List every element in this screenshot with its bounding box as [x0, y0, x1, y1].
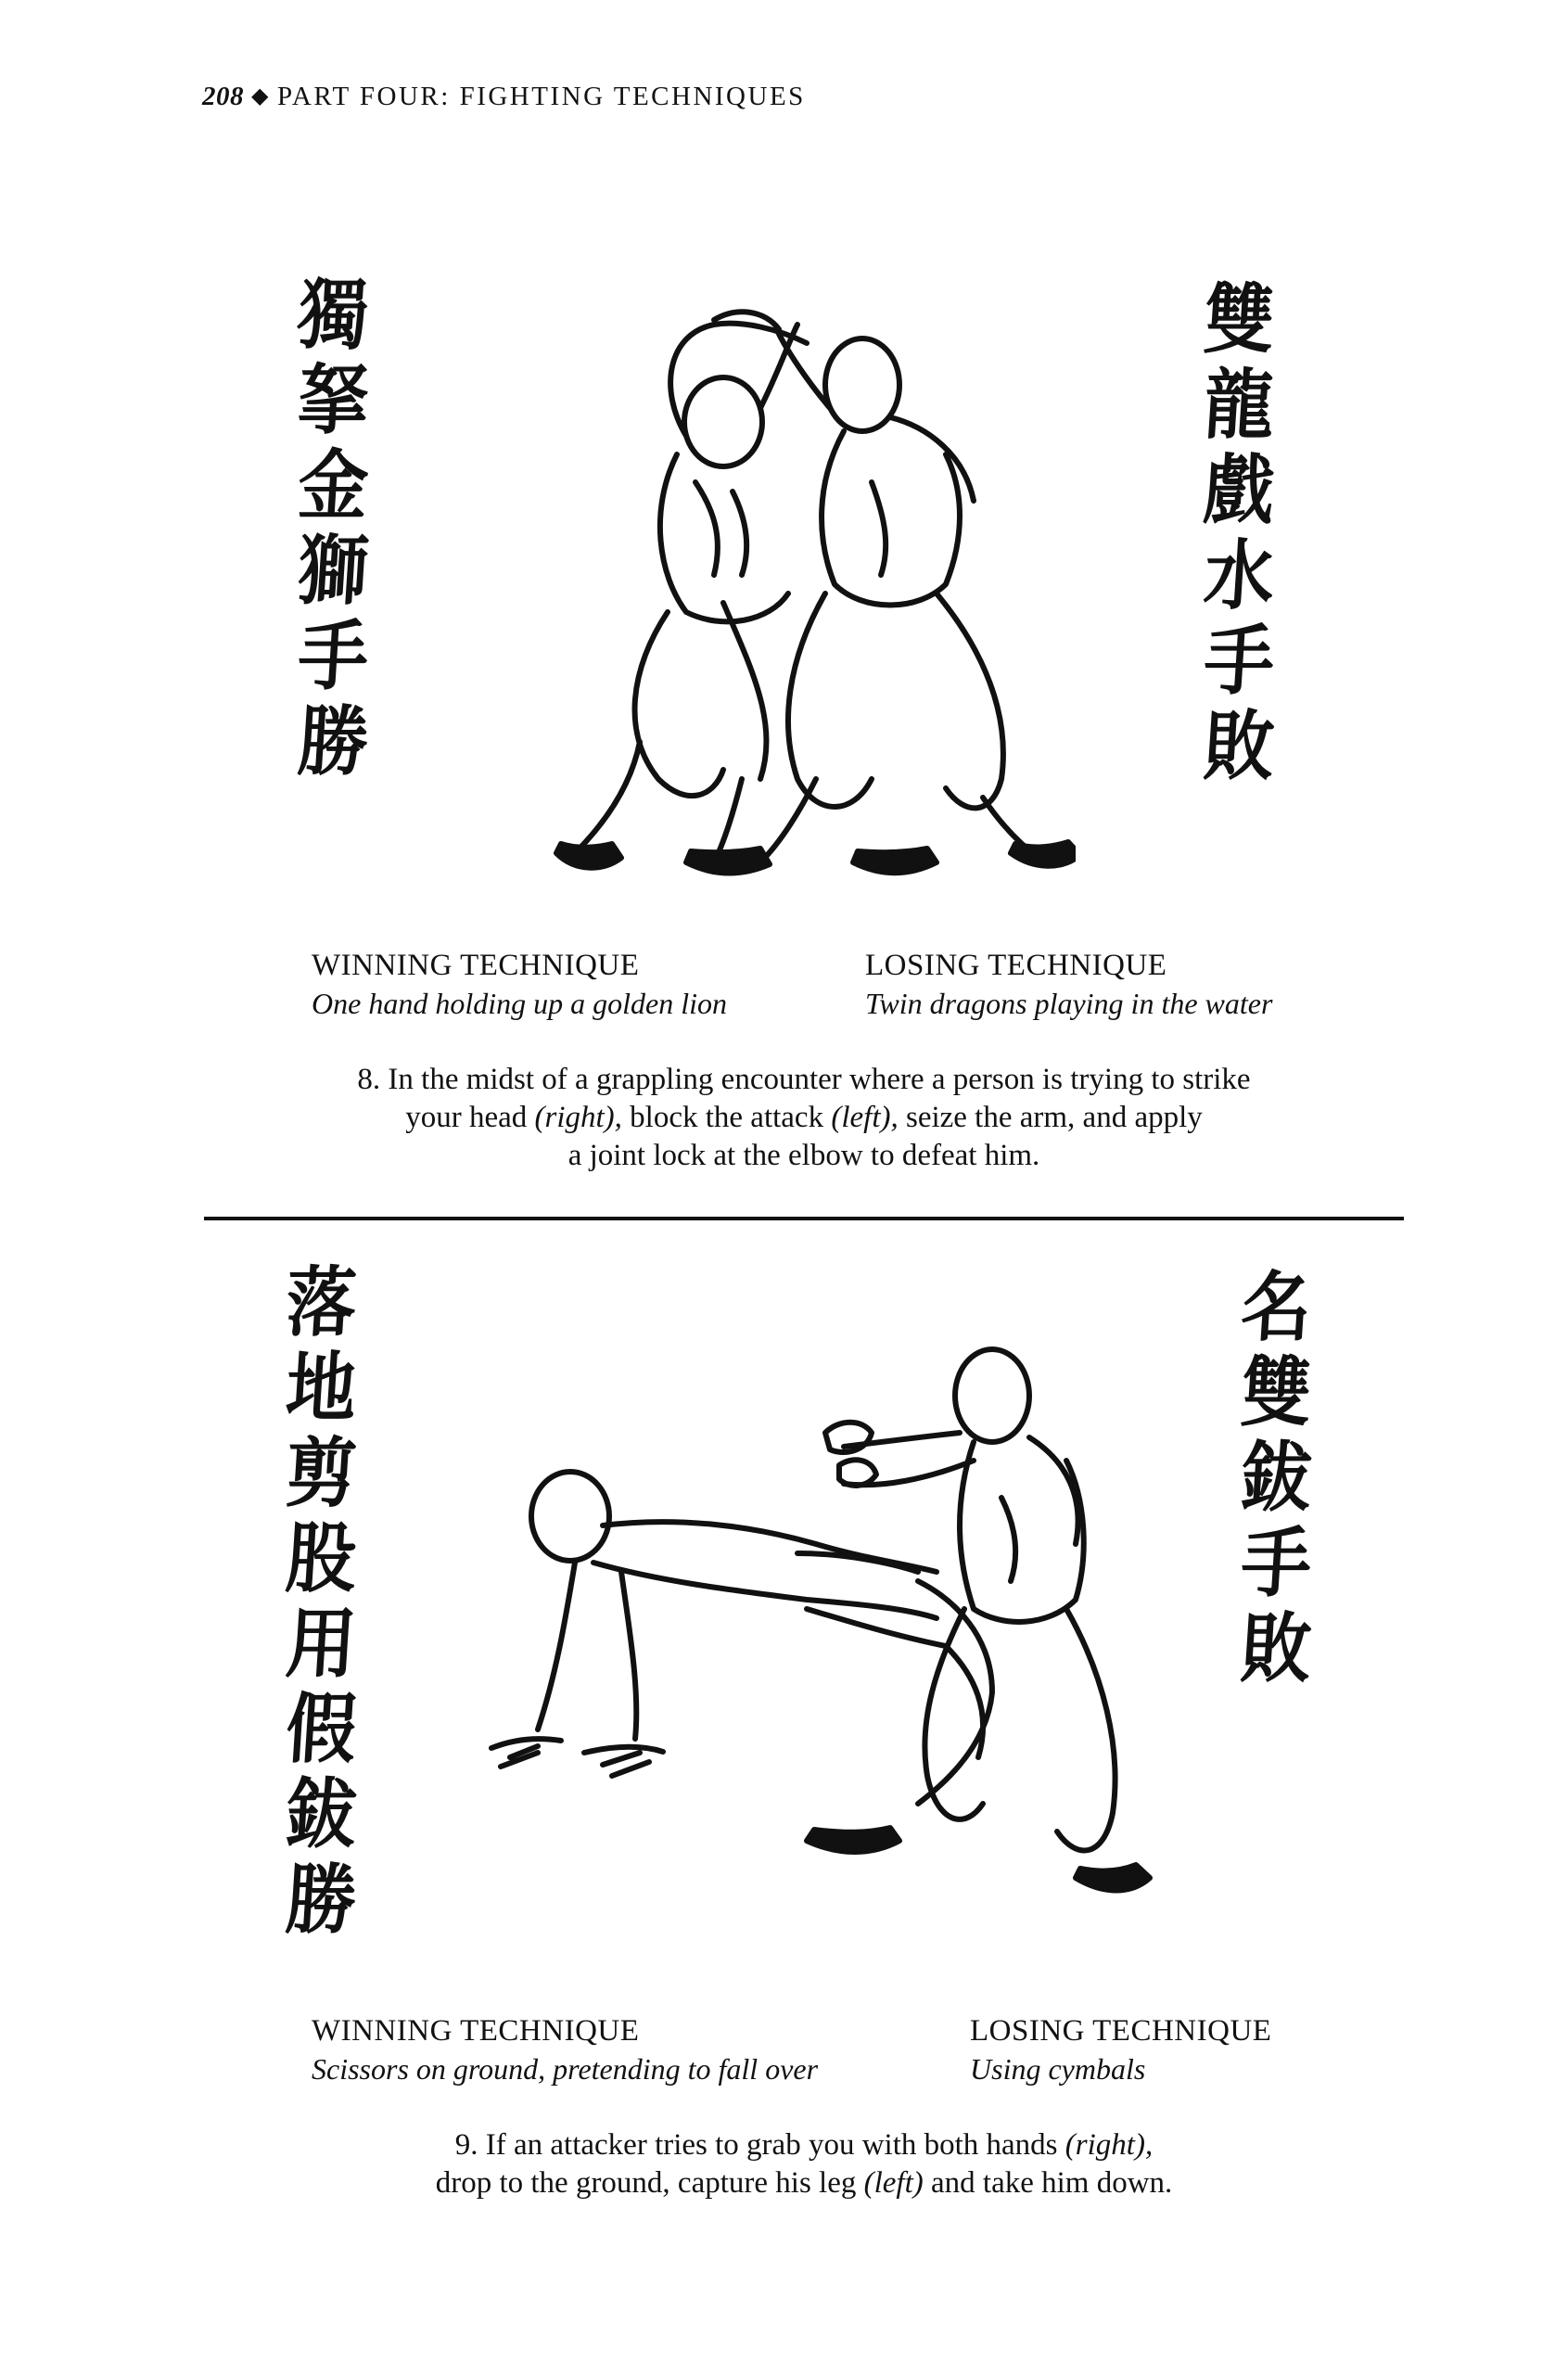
calligraphy-char: 拏	[295, 357, 372, 445]
calligraphy-char: 勝	[283, 1857, 360, 1945]
calligraphy-char: 龍	[1201, 362, 1278, 450]
losing-technique-name: Twin dragons playing in the water	[865, 987, 1273, 1020]
winning-caption-2	[312, 2014, 818, 2087]
calligraphy-winning-1	[295, 272, 372, 790]
losing-caption-2	[970, 2014, 1271, 2087]
calligraphy-char: 手	[1201, 618, 1278, 706]
description-line: 8. In the midst of a grappling encounter where a person is trying to strike	[357, 1063, 1251, 1096]
winning-caption-1	[312, 949, 727, 1021]
description-line: drop to the ground, capture his leg (left) and take him down.	[435, 2166, 1173, 2200]
calligraphy-winning-2	[283, 1259, 360, 1948]
page-number: 208	[202, 82, 244, 111]
diamond-separator-icon: ◆	[251, 84, 270, 108]
calligraphy-char: 金	[295, 442, 372, 530]
calligraphy-char: 勝	[295, 698, 372, 786]
calligraphy-char: 敗	[1201, 703, 1278, 791]
calligraphy-char: 雙	[1201, 276, 1278, 364]
losing-caption-1	[865, 949, 1272, 1021]
calligraphy-char: 用	[283, 1601, 360, 1689]
calligraphy-char: 鈸	[1238, 1435, 1315, 1523]
illustration-grappling	[501, 297, 1076, 909]
technique-description-9	[204, 2126, 1404, 2202]
winning-technique-name: Scissors on ground, pretending to fall over	[312, 2052, 819, 2086]
losing-technique-name: Using cymbals	[970, 2052, 1146, 2086]
illustration-scissors	[473, 1340, 1159, 1934]
losing-label: LOSING TECHNIQUE	[865, 949, 1167, 982]
running-head	[202, 82, 806, 112]
calligraphy-char: 戲	[1201, 447, 1278, 535]
calligraphy-char: 敗	[1238, 1605, 1315, 1693]
part-title: PART FOUR: FIGHTING TECHNIQUES	[276, 82, 806, 111]
calligraphy-char: 手	[1238, 1520, 1315, 1608]
calligraphy-char: 獨	[295, 272, 372, 360]
section-divider	[204, 1217, 1404, 1220]
calligraphy-char: 股	[283, 1515, 360, 1603]
calligraphy-char: 水	[1201, 532, 1278, 620]
calligraphy-losing-1	[1201, 276, 1278, 795]
calligraphy-char: 雙	[1238, 1349, 1315, 1437]
winning-label: WINNING TECHNIQUE	[312, 2014, 640, 2048]
calligraphy-char: 手	[295, 613, 372, 701]
calligraphy-char: 剪	[283, 1430, 360, 1518]
losing-label: LOSING TECHNIQUE	[970, 2014, 1272, 2048]
winning-technique-name: One hand holding up a golden lion	[312, 987, 727, 1020]
description-line: your head (right), block the attack (left), seize the arm, and apply	[405, 1101, 1203, 1134]
description-line: a joint lock at the elbow to defeat him.	[567, 1139, 1040, 1172]
calligraphy-char: 假	[283, 1686, 360, 1774]
calligraphy-char: 落	[283, 1259, 360, 1347]
calligraphy-char: 獅	[295, 528, 372, 616]
description-line: 9. If an attacker tries to grab you with both hands (right),	[454, 2128, 1154, 2162]
calligraphy-char: 鈸	[283, 1771, 360, 1859]
calligraphy-losing-2	[1238, 1264, 1315, 1697]
technique-description-8	[204, 1061, 1404, 1175]
calligraphy-char: 名	[1238, 1264, 1315, 1352]
winning-label: WINNING TECHNIQUE	[312, 949, 640, 982]
calligraphy-char: 地	[283, 1345, 360, 1433]
